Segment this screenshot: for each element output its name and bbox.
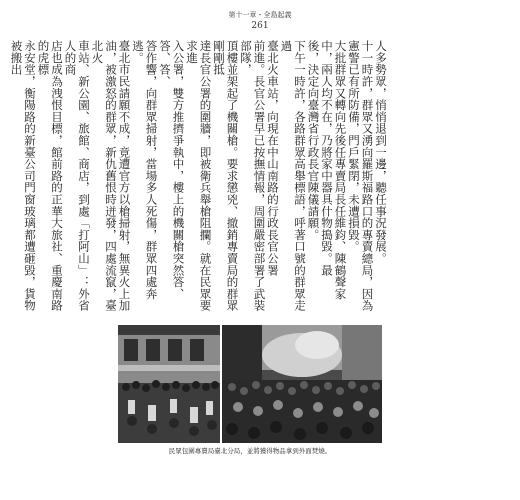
- text-column: 人多勢眾，悄悄退到一邊，聽任事況發展。: [374, 40, 388, 265]
- text-column: 大批群眾又轉向先後任專賣局長任維鈞、陳鶴聲家中，兩人均不在，乃將家中器具什物搗毀。最: [320, 40, 348, 300]
- vertical-text-body: [9, 40, 388, 322]
- text-column: 後，決定向臺灣省行政長官陳儀請願。: [306, 40, 321, 241]
- page-number: 261: [251, 21, 269, 31]
- text-column: 前進。長官公署早已按撫情報，周圍嚴密部署了武裝部隊，: [239, 40, 267, 312]
- text-column: 油，被激怒的群眾，新仇舊恨時迸發，四處流竄，臺北火: [90, 40, 118, 312]
- chapter-title: 第十一章・全島起義: [228, 11, 292, 19]
- text-column: 車站、新公園、旅館、商店，到處「打阿山」：外省人的商: [63, 40, 91, 312]
- text-column: 臺北火車站，向現在中山南路的行政長官公署: [266, 40, 280, 276]
- text-column: 達長官公署的圍牆，即被衛兵舉槍阻攔。就在民眾要求進: [185, 40, 213, 312]
- text-column: 入公署，雙方推擠爭執中，樓上的機關槍突然答、答、答、: [158, 40, 186, 300]
- text-column: 答作響，向群眾掃射，當場多人死傷，群眾四處奔逃。: [131, 40, 159, 300]
- text-column: 十一時許，群眾又湧向羅斯福路口的專賣總局，因為憲警已有所防備，門戶緊閉，未遭損毀。: [347, 40, 375, 312]
- photo-crowd-street-burning: [222, 325, 382, 443]
- text-column: 頂樓並架起了機關槍。要求懲兇、撤銷專賣局的群眾剛剛抵: [212, 40, 240, 312]
- text-column: 店也成為洩恨目標，館前路的正華大旅社、重慶南路的虎標: [36, 40, 64, 312]
- text-column: 臺北市民請願不成，竟遭官方以槍掃射，無異火上加: [117, 40, 132, 312]
- running-header: [0, 10, 520, 31]
- text-column: 永安堂，衡陽路的新臺公司門窗玻璃都遭砸毀，貨物被搬出: [9, 40, 37, 312]
- text-column: 下午一時許，各路群眾高舉標語，呼著口號的群眾走過: [279, 40, 307, 312]
- photo-crowd-building: [118, 325, 220, 443]
- photo-caption: 民眾包圍專賣局臺北分局，並將獲得物品拿到外面焚燒。: [168, 447, 332, 455]
